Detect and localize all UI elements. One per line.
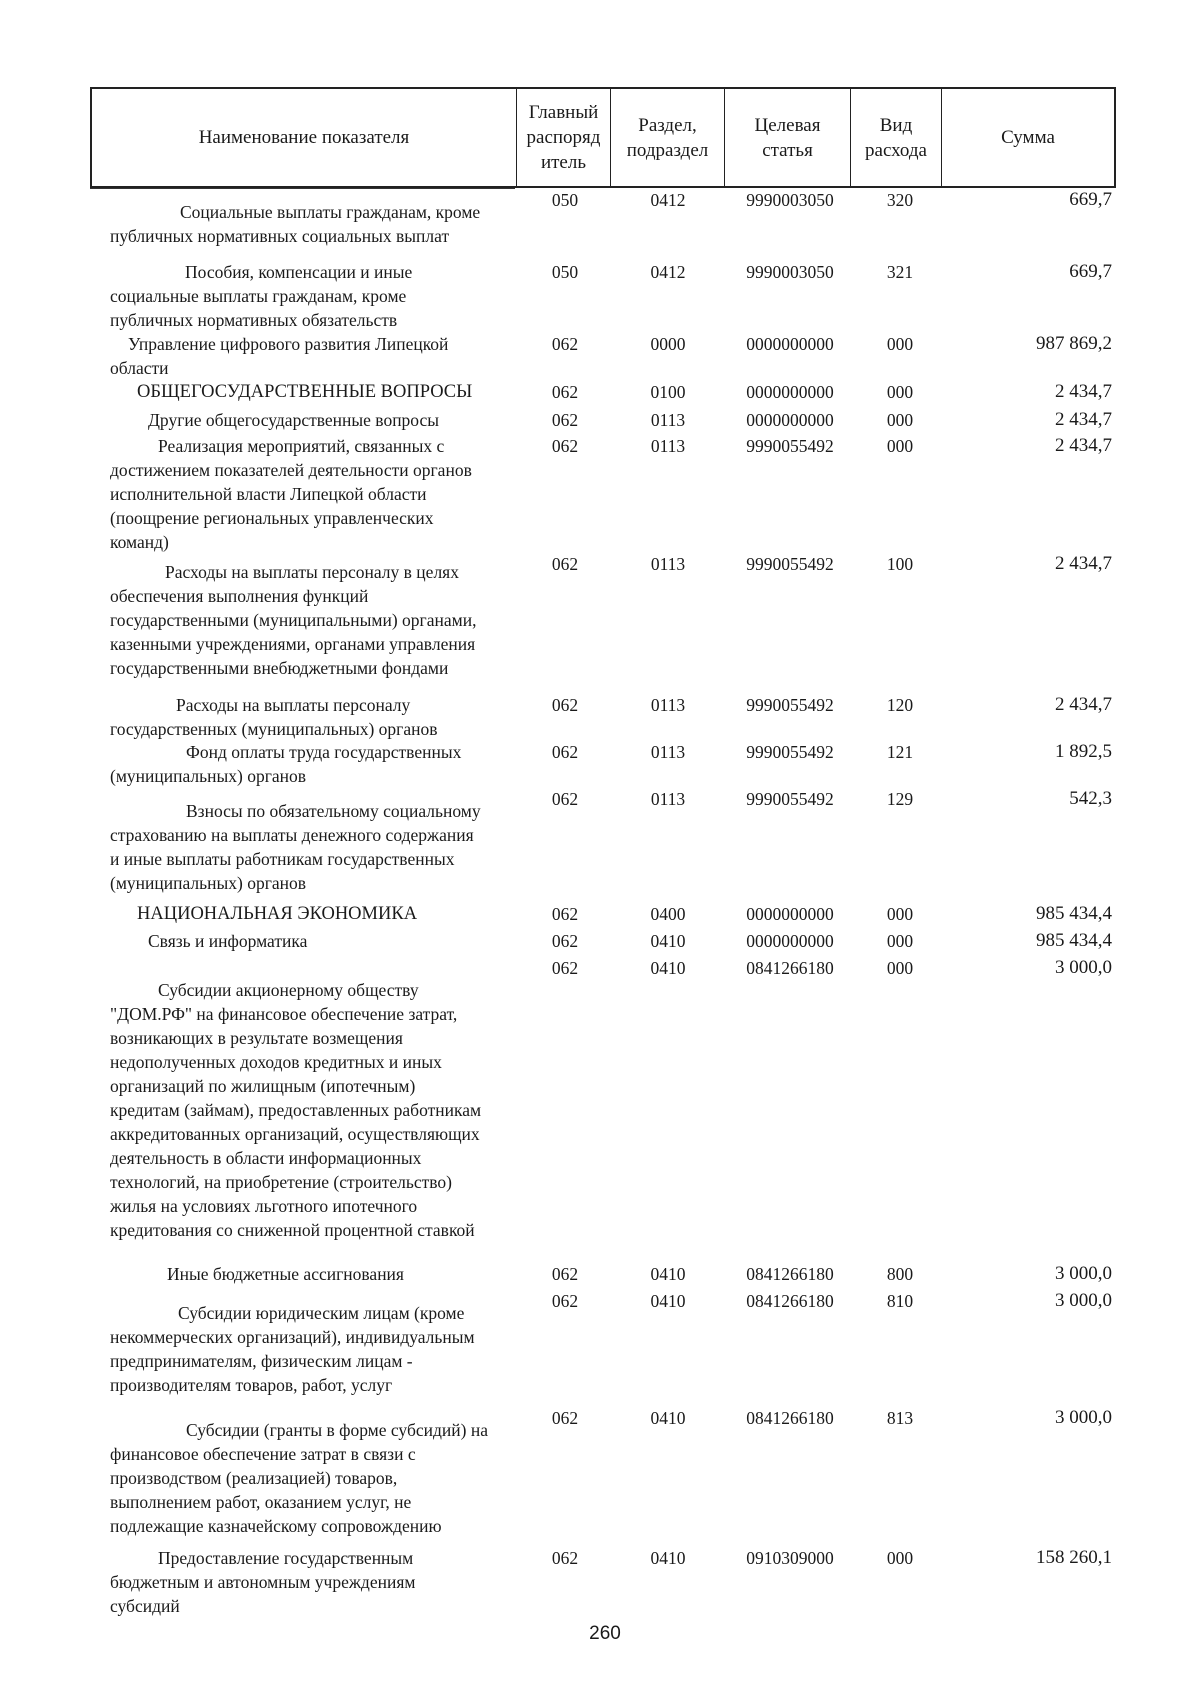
row-razdel: 0113 [650, 695, 686, 715]
row-name: Расходы на выплаты персоналу в целях обеспечения выполнения функций государственными (муниципальными) органами, казенными учреждениями, органами управления государственными внебюджетными фондами [110, 562, 477, 678]
row-name: ОБЩЕГОСУДАРСТВЕННЫЕ ВОПРОСЫ [137, 382, 473, 402]
row-summa: 2 434,7 [1055, 381, 1112, 402]
row-celevaya: 9990055492 [746, 695, 834, 715]
row-celevaya: 0000000000 [746, 904, 834, 924]
row-celevaya: 9990003050 [746, 262, 834, 282]
row-celevaya: 0841266180 [746, 1408, 834, 1428]
row-razdel: 0410 [650, 958, 686, 978]
row-celevaya: 0841266180 [746, 1291, 834, 1311]
row-glavny: 062 [551, 904, 579, 924]
row-celevaya: 0000000000 [746, 334, 834, 354]
header-vid-label: Вид расхода [865, 114, 927, 161]
row-razdel: 0410 [650, 1548, 686, 1568]
header-glavny [517, 89, 611, 186]
row-razdel: 0410 [650, 1264, 686, 1284]
row-razdel: 0400 [650, 904, 686, 924]
row-celevaya: 9990055492 [746, 436, 834, 456]
row-name: Расходы на выплаты персоналу государственных (муниципальных) органов [110, 695, 438, 739]
row-name: НАЦИОНАЛЬНАЯ ЭКОНОМИКА [137, 904, 418, 924]
page-number: 260 [589, 1623, 621, 1644]
row-vid: 810 [886, 1291, 914, 1311]
row-glavny: 062 [551, 742, 579, 762]
row-glavny: 062 [551, 695, 579, 715]
row-razdel: 0113 [650, 789, 686, 809]
row-vid: 813 [886, 1408, 914, 1428]
row-celevaya: 0000000000 [746, 410, 834, 430]
row-celevaya: 0000000000 [746, 931, 834, 951]
row-glavny: 062 [551, 1548, 579, 1568]
row-vid: 000 [886, 958, 914, 978]
row-celevaya: 9990003050 [746, 190, 834, 210]
row-summa: 158 260,1 [1036, 1547, 1112, 1568]
row-vid: 800 [886, 1264, 914, 1284]
row-glavny: 062 [551, 1264, 579, 1284]
divider [90, 188, 515, 189]
row-razdel: 0113 [650, 436, 686, 456]
row-glavny: 062 [551, 789, 579, 809]
row-glavny: 062 [551, 410, 579, 430]
header-razdel [611, 89, 725, 186]
row-glavny: 062 [551, 1291, 579, 1311]
row-name: Социальные выплаты гражданам, кроме публичных нормативных социальных выплат [110, 202, 481, 246]
row-summa: 669,7 [1069, 189, 1112, 210]
row-name: Взносы по обязательному социальному страхованию на выплаты денежного содержания и иные выплаты работникам государственных (муниципальных) органов [110, 801, 481, 893]
row-glavny: 062 [551, 382, 579, 402]
row-celevaya: 0000000000 [746, 382, 834, 402]
row-razdel: 0410 [650, 1408, 686, 1428]
row-name: Другие общегосударственные вопросы [148, 410, 440, 430]
header-celevaya [725, 89, 851, 186]
row-name: Управление цифрового развития Липецкой области [110, 334, 449, 378]
header-summa-label: Сумма [1001, 127, 1055, 148]
header-vid [851, 89, 942, 186]
row-celevaya: 9990055492 [746, 742, 834, 762]
row-vid: 000 [886, 334, 914, 354]
row-celevaya: 0910309000 [746, 1548, 834, 1568]
row-summa: 985 434,4 [1036, 930, 1112, 951]
row-celevaya: 0841266180 [746, 958, 834, 978]
header-celevaya-label: Целевая статья [754, 114, 821, 161]
row-vid: 000 [886, 410, 914, 430]
header-glavny-label: Главный распоряд итель [526, 102, 601, 173]
row-vid: 320 [886, 190, 914, 210]
row-summa: 2 434,7 [1055, 694, 1112, 715]
row-celevaya: 9990055492 [746, 554, 834, 574]
table-header [90, 87, 1116, 188]
header-razdel-label: Раздел, подраздел [626, 114, 709, 161]
row-name: Субсидии акционерному обществу "ДОМ.РФ" на финансовое обеспечение затрат, возникающих в результате возмещения недополученных доходов кредитных и иных организаций по жилищным (ипотечным) кредитам (займам), предоставленных работникам аккредитованных организаций, осуществляющих деятельность в области информационных технологий, на приобретение (строительство) жилья на условиях льготного ипотечного кредитования со сниженной процентной ставкой [110, 980, 482, 1240]
header-name-label: Наименование показателя [198, 127, 410, 148]
row-celevaya: 9990055492 [746, 789, 834, 809]
row-name: Фонд оплаты труда государственных (муниципальных) органов [110, 742, 462, 786]
row-name: Пособия, компенсации и иные социальные выплаты гражданам, кроме публичных нормативных обязательств [110, 262, 413, 330]
row-vid: 129 [886, 789, 914, 809]
row-summa: 987 869,2 [1036, 333, 1112, 354]
row-summa: 3 000,0 [1055, 1290, 1112, 1311]
row-name: Субсидии (гранты в форме субсидий) на финансовое обеспечение затрат в связи с производством (реализацией) товаров, выполнением работ, оказанием услуг, не подлежащие казначейскому сопровождению [110, 1420, 488, 1536]
row-name: Связь и информатика [148, 931, 308, 951]
row-razdel: 0113 [650, 742, 686, 762]
row-vid: 000 [886, 931, 914, 951]
row-glavny: 050 [551, 262, 579, 282]
row-summa: 542,3 [1069, 788, 1112, 809]
row-vid: 121 [886, 742, 914, 762]
row-razdel: 0113 [650, 554, 686, 574]
row-vid: 000 [886, 436, 914, 456]
row-vid: 000 [886, 904, 914, 924]
row-razdel: 0410 [650, 1291, 686, 1311]
row-name: Иные бюджетные ассигнования [167, 1264, 404, 1284]
row-name: Предоставление государственным бюджетным и автономным учреждениям субсидий [110, 1548, 416, 1616]
row-glavny: 062 [551, 554, 579, 574]
row-razdel: 0410 [650, 931, 686, 951]
row-summa: 3 000,0 [1055, 1263, 1112, 1284]
row-summa: 3 000,0 [1055, 1407, 1112, 1428]
row-summa: 2 434,7 [1055, 435, 1112, 456]
row-vid: 100 [886, 554, 914, 574]
row-glavny: 062 [551, 931, 579, 951]
row-summa: 985 434,4 [1036, 903, 1112, 924]
row-razdel: 0000 [650, 334, 686, 354]
row-glavny: 062 [551, 958, 579, 978]
row-vid: 120 [886, 695, 914, 715]
row-summa: 669,7 [1069, 261, 1112, 282]
row-glavny: 062 [551, 1408, 579, 1428]
row-razdel: 0113 [650, 410, 686, 430]
row-celevaya: 0841266180 [746, 1264, 834, 1284]
row-summa: 2 434,7 [1055, 553, 1112, 574]
row-glavny: 050 [551, 190, 579, 210]
row-vid: 000 [886, 1548, 914, 1568]
row-summa: 2 434,7 [1055, 409, 1112, 430]
header-summa [942, 89, 1114, 186]
row-vid: 000 [886, 382, 914, 402]
row-name: Субсидии юридическим лицам (кроме некоммерческих организаций), индивидуальным предпринимателям, физическим лицам - производителям товаров, работ, услуг [110, 1303, 475, 1395]
row-summa: 1 892,5 [1055, 741, 1112, 762]
row-name: Реализация мероприятий, связанных с достижением показателей деятельности органов исполнительной власти Липецкой области (поощрение региональных управленческих команд) [110, 436, 472, 552]
row-glavny: 062 [551, 436, 579, 456]
header-name [92, 89, 517, 186]
row-vid: 321 [886, 262, 914, 282]
row-glavny: 062 [551, 334, 579, 354]
row-razdel: 0412 [650, 190, 686, 210]
row-razdel: 0100 [650, 382, 686, 402]
row-summa: 3 000,0 [1055, 957, 1112, 978]
row-razdel: 0412 [650, 262, 686, 282]
